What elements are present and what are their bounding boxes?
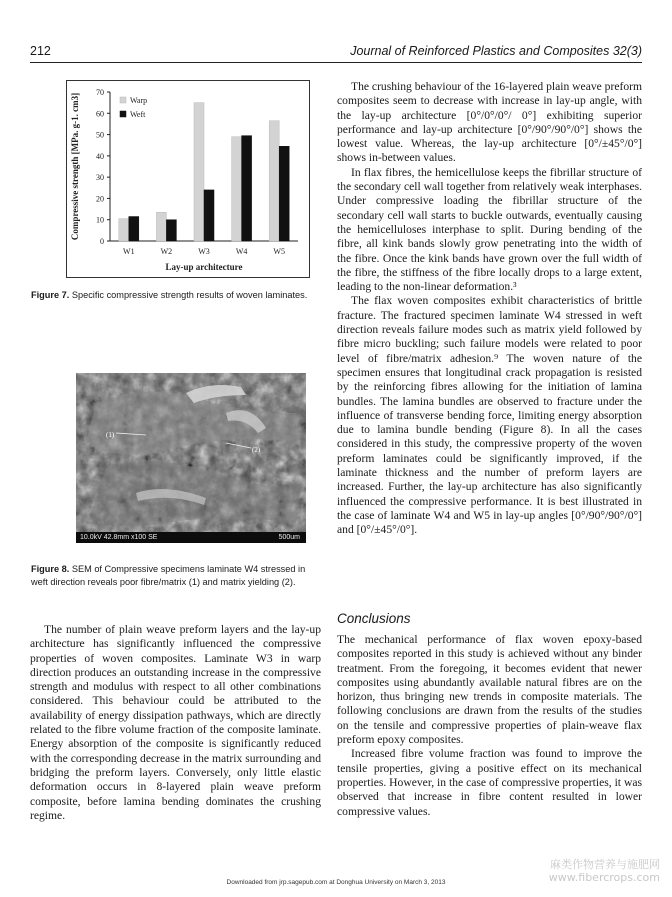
bar-warp-w3 (194, 103, 204, 241)
y-axis-label: Compressive strength [MPa. g-1. cm3] (70, 92, 80, 241)
y-tick-label: 60 (96, 109, 104, 119)
x-tick-label: W2 (160, 247, 173, 256)
bar-weft-w1 (129, 217, 139, 241)
conclusions-paragraph-2: Increased fibre volume fraction was found to improve the tensile properties, giving a positive effect on its mechanical properties. However, in the case of compressive properties, it was observed that increase in fibre content resulted in lower compressive values. (337, 747, 642, 818)
bar-weft-w4 (242, 136, 252, 241)
y-tick-label: 70 (96, 88, 104, 97)
watermark (549, 858, 660, 884)
bar-warp-w5 (269, 121, 279, 241)
figure-7-caption (31, 289, 311, 302)
y-tick-label: 40 (96, 151, 104, 161)
legend-label-warp: Warp (130, 96, 148, 105)
legend-label-weft: Weft (130, 110, 146, 119)
right-column-body (337, 80, 642, 538)
sem-scale-text: 10.0kV 42.8mm x100 SE (80, 534, 158, 541)
y-tick-label: 20 (96, 194, 104, 204)
sem-info-bar (76, 532, 306, 543)
y-tick-label: 0 (100, 237, 104, 246)
x-axis-label: Lay-up architecture (165, 262, 243, 272)
left-column-body (30, 623, 321, 823)
figure-8-label: Figure 8. (31, 564, 70, 574)
figure-7-text: Specific compressive strength results of woven laminates. (71, 290, 308, 300)
figure-8-caption (31, 563, 311, 588)
right-paragraph-3: The flax woven composites exhibit characteristics of brittle fracture. The fractured specimen laminate W4 stressed in weft direction reveals failure modes such as matrix yield followed by fibre micro buckling; such failure models were related to poor level of fibre/matrix adhesion.⁹ The woven nature of the specimen ensures that longitudinal crack propagation is resisted by the reinforcing fibres allowing for the initiation of lamina bundles. The lamina bundles are observed to fracture under the influence of transverse bending force, limiting energy absorption due to lamina bundle bending (Figure 8). In all the cases considered in this study, the compressive property of the woven preform laminates could be significantly improved, if the laminate thickness and the number of preform layers are increased. Further, the lay-up architecture has also significantly influenced the compressive performance. It is best illustrated in the case of laminate W4 and W5 in lay-up angles [0°/90°/90°/0°] and [0°/±45°/0°]. (337, 294, 642, 537)
sem-marker-1: (1) (106, 431, 115, 439)
bar-weft-w5 (279, 146, 289, 241)
sem-scale-bar-label: 500um (278, 534, 300, 541)
y-tick-label: 50 (96, 130, 104, 140)
figure-7-label: Figure 7. (31, 290, 70, 300)
y-tick-label: 30 (96, 173, 104, 183)
conclusions-body (337, 633, 642, 819)
y-tick-label: 10 (96, 215, 104, 225)
x-tick-label: W3 (198, 247, 210, 256)
figure-8-sem-image (76, 373, 306, 543)
bar-weft-w3 (204, 190, 214, 241)
figure-8-text: SEM of Compressive specimens laminate W4 stressed in weft direction reveals poor fibre/matrix (1) and matrix yielding (2). (31, 564, 306, 587)
right-paragraph-2: In flax fibres, the hemicellulose keeps the fibrillar structure of the secondary cell wall together from relatively weak interphases. Under compressive loading the fibrillar structure of the secondary cell wall starts to buckle outwards, eventually causing the hemicelluloses interphase to split. During bending of the fibre, all kink bands slowly grow penetrating into the width of the fibre. Once the kink bands have grown over the full width of the fibre, the stiffness of the fibre locally drops to a large extent, leading to the non-linear deformation.³ (337, 165, 642, 294)
legend-swatch-warp (120, 97, 126, 103)
sem-micrograph (76, 373, 306, 532)
page-number: 212 (30, 44, 51, 58)
conclusions-paragraph-1: The mechanical performance of flax woven epoxy-based composites reported in this study is achieved without any binder treatment. From the foregoing, it becomes evident that newer composites using abundantly available natural fibres are on the horizon, thus bringing new trends in composite materials. The following conclusions are drawn from the results of the studies on the tensile and compressive properties of plain-weave flax preform epoxy composites. (337, 633, 642, 747)
header-rule (30, 62, 642, 63)
x-tick-label: W4 (235, 247, 248, 256)
bar-warp-w1 (119, 219, 129, 241)
legend-swatch-weft (120, 111, 126, 117)
right-paragraph-1: The crushing behaviour of the 16-layered plain weave preform composites seem to decrease with increase in lay-up angle, with the lay-up architecture [0°/0°/0°/ 0°] exhibiting superior performance and lay-up architecture [0°/90°/90°/0°] shows the lowest value. Whereas, the lay-up architecture [0°/±45°/0°] shows in-between values. (337, 80, 643, 165)
journal-title: Journal of Reinforced Plastics and Composites 32(3) (350, 44, 642, 58)
left-paragraph: The number of plain weave preform layers and the lay-up architecture has significantly influenced the compressive properties of woven composites. Laminate W3 in warp direction produces an outstanding increase in the compressive strength and modulus with respect to all other combinations considered. This behaviour could be attributed to the availability of energy dissipation pathways, which are directly related to the fibre volume fraction of the composite laminate. Energy absorption of the composite is significantly reduced with the corresponding decrease in the matrix surrounding and bridging the preform layers. Conversely, only little elastic deformation occurs in 8-layered plain weave preform composite, before lamina bending dominates the crushing regime. (30, 623, 321, 822)
watermark-line-1: 麻类作物营养与施肥网 (550, 858, 660, 871)
bar-warp-w2 (156, 212, 166, 241)
bar-warp-w4 (232, 137, 242, 241)
sem-marker-2: (2) (252, 446, 261, 454)
watermark-line-2: www.fibercrops.com (548, 871, 660, 884)
x-tick-label: W5 (273, 247, 285, 256)
download-footer: Downloaded from jrp.sagepub.com at Donghua University on March 3, 2013 (226, 879, 446, 886)
figure-7-chart (66, 80, 310, 278)
conclusions-heading: Conclusions (337, 611, 411, 626)
x-tick-label: W1 (123, 247, 135, 256)
bar-weft-w2 (166, 220, 176, 241)
